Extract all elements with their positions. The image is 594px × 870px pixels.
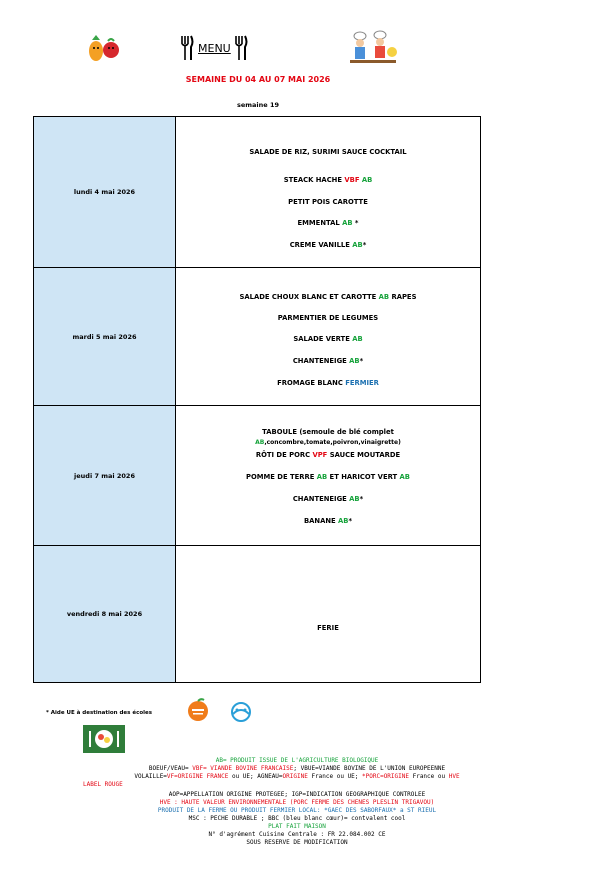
text-segment: EMMENTAL [297, 219, 343, 227]
text-segment: VPF [312, 450, 328, 459]
text-segment: BOEUF/VEAU= [148, 765, 193, 772]
text-segment: AB [338, 516, 349, 525]
legend-line [0, 799, 594, 806]
text-segment: PLAT FAIT MAISON [268, 823, 326, 830]
dish-item [176, 439, 480, 446]
day-label: vendredi 8 mai 2026 [34, 546, 176, 683]
day-row [34, 406, 481, 546]
text-segment: AB [316, 472, 328, 481]
week-title: SEMAINE DU 04 AU 07 MAI 2026 [185, 75, 331, 84]
legend-line [0, 839, 594, 846]
vegetables-mascot-icon [86, 34, 122, 64]
legend-line [83, 781, 123, 788]
legend-line [0, 773, 594, 780]
dish-item [176, 148, 480, 156]
dish-item [176, 379, 480, 387]
dishes-cell [176, 268, 481, 406]
dish-item [176, 314, 480, 322]
legend-line [0, 807, 594, 814]
dish-item [176, 219, 480, 227]
text-segment: ou UE; AGNEAU= [228, 773, 283, 780]
text-segment: AB [378, 293, 390, 301]
legend-line [0, 831, 594, 838]
text-segment: FERMIER [345, 379, 379, 387]
dish-item [176, 451, 480, 459]
text-segment: POMME DE TERRE [246, 472, 317, 481]
legend-line [0, 757, 594, 764]
day-label: lundi 4 mai 2026 [34, 117, 176, 268]
text-segment: AB [342, 219, 353, 227]
dish-item [176, 624, 480, 632]
text-segment: * [352, 219, 359, 227]
text-segment: AB [352, 241, 363, 249]
week-number: semaine 19 [236, 101, 279, 109]
text-segment: AOP=APPELLATION ORIGINE PROTEGEE; IGP=INDICATION GEOGRAPHIQUE CONTROLEE [168, 791, 426, 798]
dish-item [176, 473, 480, 481]
text-segment: CREME VANILLE [289, 241, 353, 249]
dish-item [176, 517, 480, 525]
text-segment: SOUS RESERVE DE MODIFICATION [246, 839, 348, 846]
text-segment: CHANTENEIGE [292, 494, 350, 503]
text-segment: VBF [344, 176, 360, 184]
text-segment: PRODUIT DE LA FERME OU PRODUIT FERMIER LOCAL: *GAEC DES SABORFAUX* a ST RIEUL [157, 807, 437, 814]
text-segment: * [359, 494, 364, 503]
text-segment: * [359, 357, 364, 365]
text-segment: ET HARICOT VERT [327, 472, 400, 481]
fork-knife-icon [180, 34, 194, 62]
text-segment: HVE : HAUTE VALEUR ENVIRONNEMENTALE (PORC FERME DES CHENES PLESLIN TRIGAVOU) [159, 799, 435, 806]
text-segment: BANANE [303, 516, 339, 525]
text-segment: PARMENTIER DE LEGUMES [277, 314, 379, 322]
legend-line [0, 765, 594, 772]
text-segment: AB [352, 335, 363, 343]
dishes-cell [176, 117, 481, 268]
text-segment: AB [349, 357, 360, 365]
text-segment: PETIT POIS CAROTTE [288, 198, 368, 206]
text-segment: VBF= VIANDE BOVINE FRANCAISE [192, 765, 294, 772]
text-segment: AB [399, 472, 410, 481]
dish-item [176, 495, 480, 503]
day-label: jeudi 7 mai 2026 [34, 406, 176, 546]
text-segment: ; VBUE=VIANDE BOVINE DE L'UNION EUROPEENNE [293, 765, 446, 772]
text-segment: *PORC=ORIGINE [362, 773, 409, 780]
dish-item [176, 335, 480, 343]
dishes-cell [176, 406, 481, 546]
text-segment: CHANTENEIGE [292, 357, 350, 365]
text-segment: MSC : PECHE DURABLE ; BBC (bleu blanc cœur)= contvalent cool [188, 815, 406, 822]
legend-line [0, 823, 594, 830]
dish-item [176, 357, 480, 365]
text-segment: FERIE [317, 624, 339, 632]
day-label: mardi 5 mai 2026 [34, 268, 176, 406]
text-segment: SAUCE MOUTARDE [327, 450, 401, 459]
text-segment: SALADE DE RIZ, SURIMI SAUCE COCKTAIL [249, 148, 407, 156]
text-segment: HVE [448, 773, 460, 780]
text-segment: France ou UE; [307, 773, 363, 780]
dish-item [176, 198, 480, 206]
legend-line [0, 791, 594, 798]
text-segment: TABOULE (semoule de blé complet [262, 427, 394, 436]
plate-logo-icon [83, 725, 125, 753]
text-segment: VF=ORIGINE FRANCE [166, 773, 229, 780]
text-segment: AB [361, 176, 373, 184]
text-segment: ORIGINE [282, 773, 308, 780]
text-segment: N° d'agrément Cuisine Centrale : FR 22.084.002 CE [208, 831, 386, 838]
text-segment: VOLAILLE= [134, 773, 167, 780]
dish-item [176, 176, 480, 184]
menu-table [33, 116, 481, 683]
text-segment: RAPES [389, 293, 417, 301]
text-segment: France ou [408, 773, 449, 780]
text-segment: STEACK HACHE [283, 176, 345, 184]
text-segment: * [348, 516, 353, 525]
text-segment: SALADE CHOUX BLANC ET CAROTTE [239, 293, 379, 301]
fork-knife-icon [234, 34, 248, 62]
dish-item [176, 293, 480, 301]
chefs-icon [348, 30, 400, 66]
day-row [34, 268, 481, 406]
fruit-logo-icon [186, 698, 210, 722]
text-segment: AB [255, 438, 265, 446]
text-segment: RÔTI DE PORC [255, 450, 313, 459]
text-segment: ,concombre,tomate,poivron,vinaigrette) [264, 438, 401, 446]
text-segment: AB [349, 494, 360, 503]
water-logo-icon [228, 700, 254, 724]
aide-note: * Aide UE à destination des écoles [46, 710, 152, 716]
dish-item [176, 428, 480, 436]
text-segment: * [362, 241, 367, 249]
day-row [34, 546, 481, 683]
dish-item [176, 241, 480, 249]
legend-line [0, 815, 594, 822]
text-segment: FROMAGE BLANC [277, 379, 346, 387]
text-segment: AB= PRODUIT ISSUE DE L'AGRICULTURE BIOLOGIQUE [215, 757, 379, 764]
menu-title: MENU [198, 42, 231, 55]
dishes-cell [176, 546, 481, 683]
day-row [34, 117, 481, 268]
text-segment: LABEL ROUGE [83, 781, 123, 788]
text-segment: SALADE VERTE [293, 335, 353, 343]
